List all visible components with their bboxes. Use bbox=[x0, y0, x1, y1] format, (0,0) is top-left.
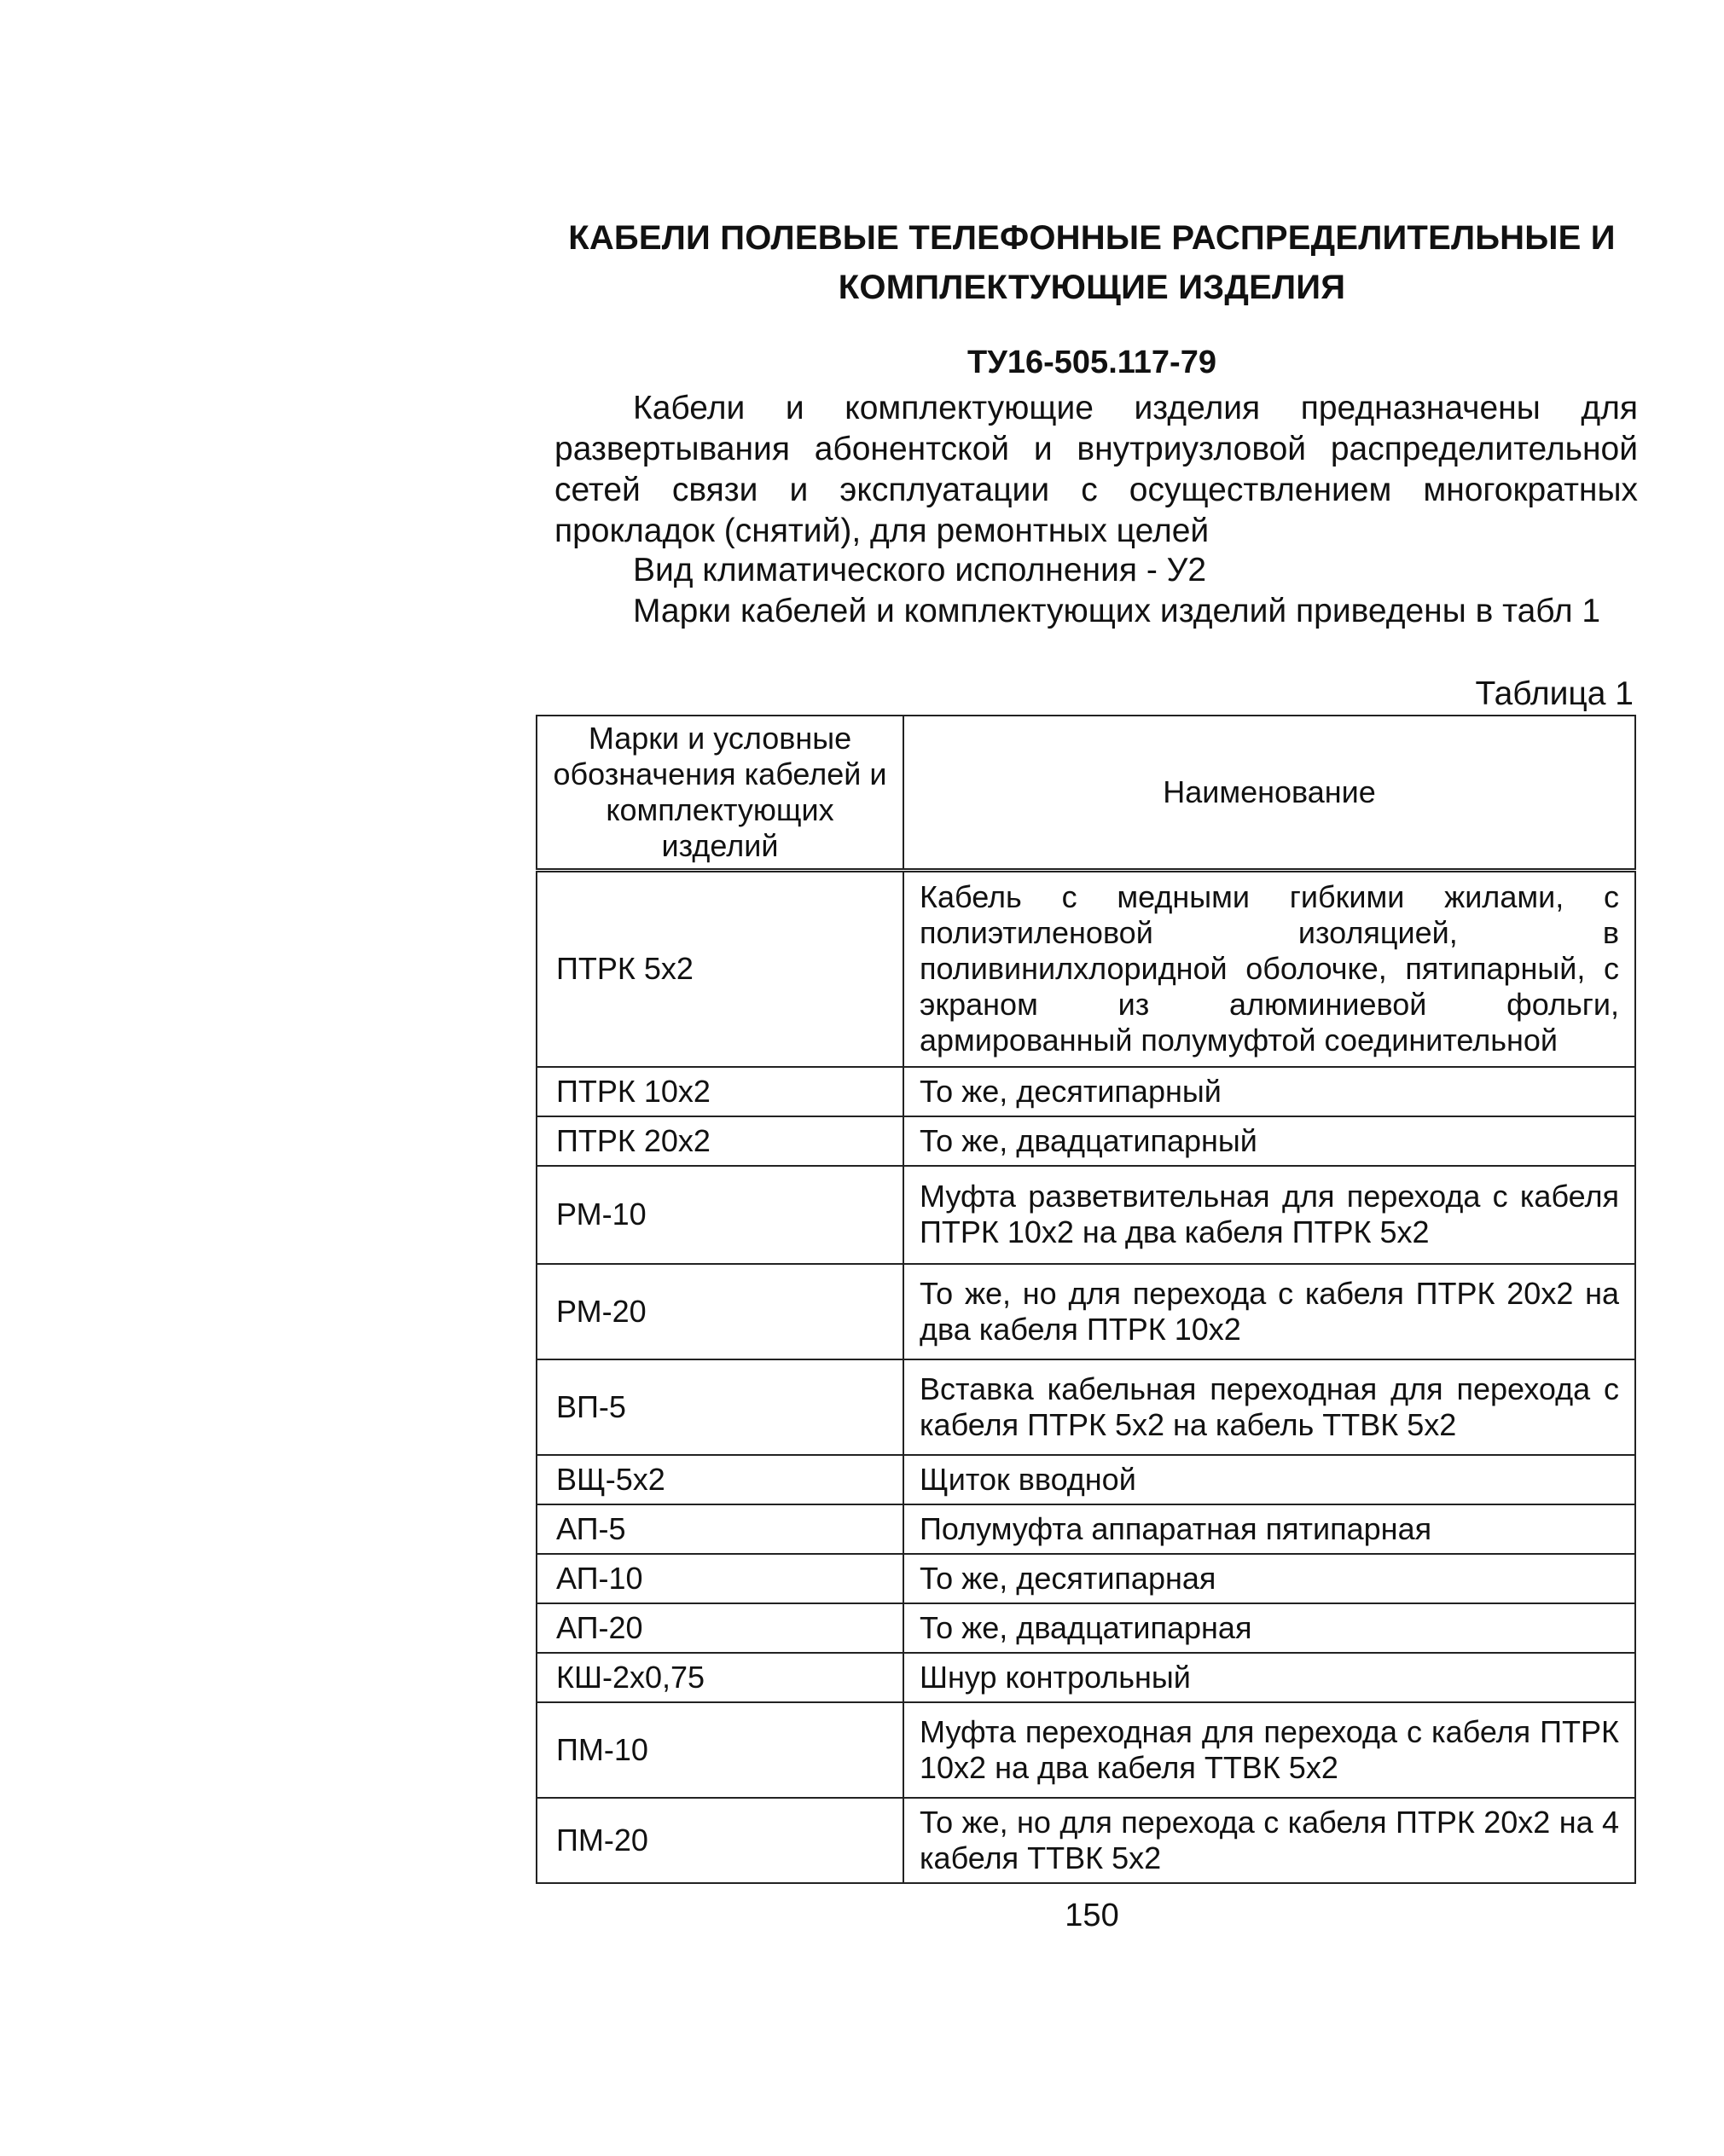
table-row bbox=[537, 1455, 1635, 1504]
row-code: ПМ-20 bbox=[537, 1798, 903, 1883]
table-row bbox=[537, 1702, 1635, 1798]
row-code: АП-5 bbox=[537, 1504, 903, 1554]
row-code: КШ-2х0,75 bbox=[537, 1653, 903, 1702]
row-code: ПТРК 5х2 bbox=[537, 871, 903, 1067]
standard-code: ТУ16-505.117-79 bbox=[967, 345, 1216, 380]
document-title-line-2: КОМПЛЕКТУЮЩИЕ ИЗДЕЛИЯ bbox=[838, 269, 1346, 306]
row-name: Муфта разветвительная для перехода с кабеля ПТРК 10х2 на два кабеля ПТРК 5х2 bbox=[903, 1166, 1635, 1264]
row-name: Кабель с медными гибкими жилами, с полиэтиленовой изоляцией, в поливинилхлоридной оболочке, пятипарный, с экраном из алюминиевой фольги, армированный полумуфтой соединительной bbox=[903, 871, 1635, 1067]
row-code: ПТРК 10х2 bbox=[537, 1067, 903, 1116]
row-code: АП-10 bbox=[537, 1554, 903, 1603]
row-name: То же, но для перехода с кабеля ПТРК 20х2 на два кабеля ПТРК 10х2 bbox=[903, 1264, 1635, 1359]
row-name: Шнур контрольный bbox=[903, 1653, 1635, 1702]
page-number: 150 bbox=[1065, 1898, 1119, 1933]
table-header-row bbox=[537, 716, 1635, 871]
table-row bbox=[537, 1264, 1635, 1359]
table-row bbox=[537, 1504, 1635, 1554]
row-code: АП-20 bbox=[537, 1603, 903, 1653]
table-caption: Таблица 1 bbox=[1475, 675, 1634, 712]
row-name: То же, десятипарная bbox=[903, 1554, 1635, 1603]
marks-paragraph: Марки кабелей и комплектующих изделий приведены в табл 1 bbox=[633, 593, 1601, 629]
row-name: То же, но для перехода с кабеля ПТРК 20х2 на 4 кабеля ТТВК 5х2 bbox=[903, 1798, 1635, 1883]
row-code: ПМ-10 bbox=[537, 1702, 903, 1798]
table-row bbox=[537, 1653, 1635, 1702]
document-title-line-1: КАБЕЛИ ПОЛЕВЫЕ ТЕЛЕФОННЫЕ РАСПРЕДЕЛИТЕЛЬНЫЕ И bbox=[568, 219, 1616, 257]
cable-marks-table bbox=[536, 715, 1636, 1884]
table-row bbox=[537, 1554, 1635, 1603]
climate-paragraph: Вид климатического исполнения - У2 bbox=[633, 552, 1207, 588]
table-row bbox=[537, 1116, 1635, 1166]
row-name: То же, двадцатипарный bbox=[903, 1116, 1635, 1166]
row-code: ПТРК 20х2 bbox=[537, 1116, 903, 1166]
row-name: Щиток вводной bbox=[903, 1455, 1635, 1504]
row-code: РМ-20 bbox=[537, 1264, 903, 1359]
row-name: Вставка кабельная переходная для перехода с кабеля ПТРК 5х2 на кабель ТТВК 5х2 bbox=[903, 1359, 1635, 1455]
document-title bbox=[546, 213, 1638, 312]
row-name: То же, десятипарный bbox=[903, 1067, 1635, 1116]
table-row bbox=[537, 1166, 1635, 1264]
table-row bbox=[537, 871, 1635, 1067]
row-name: Муфта переходная для перехода с кабеля ПТРК 10х2 на два кабеля ТТВК 5х2 bbox=[903, 1702, 1635, 1798]
row-name: То же, двадцатипарная bbox=[903, 1603, 1635, 1653]
row-code: ВЩ-5х2 bbox=[537, 1455, 903, 1504]
table-row bbox=[537, 1067, 1635, 1116]
row-code: РМ-10 bbox=[537, 1166, 903, 1264]
table-row bbox=[537, 1359, 1635, 1455]
row-name: Полумуфта аппаратная пятипарная bbox=[903, 1504, 1635, 1554]
table-row bbox=[537, 1603, 1635, 1653]
header-code: Марки и условные обозначения кабелей и комплектующих изделий bbox=[537, 716, 903, 871]
purpose-paragraph: Кабели и комплектующие изделия предназначены для развертывания абонентской и внутриузловой распределительной сетей связи и эксплуатации с осуществлением многократных прокладок (снятий), для ремонтных целей bbox=[554, 390, 1638, 549]
row-code: ВП-5 bbox=[537, 1359, 903, 1455]
header-name: Наименование bbox=[903, 716, 1635, 871]
table-row bbox=[537, 1798, 1635, 1883]
